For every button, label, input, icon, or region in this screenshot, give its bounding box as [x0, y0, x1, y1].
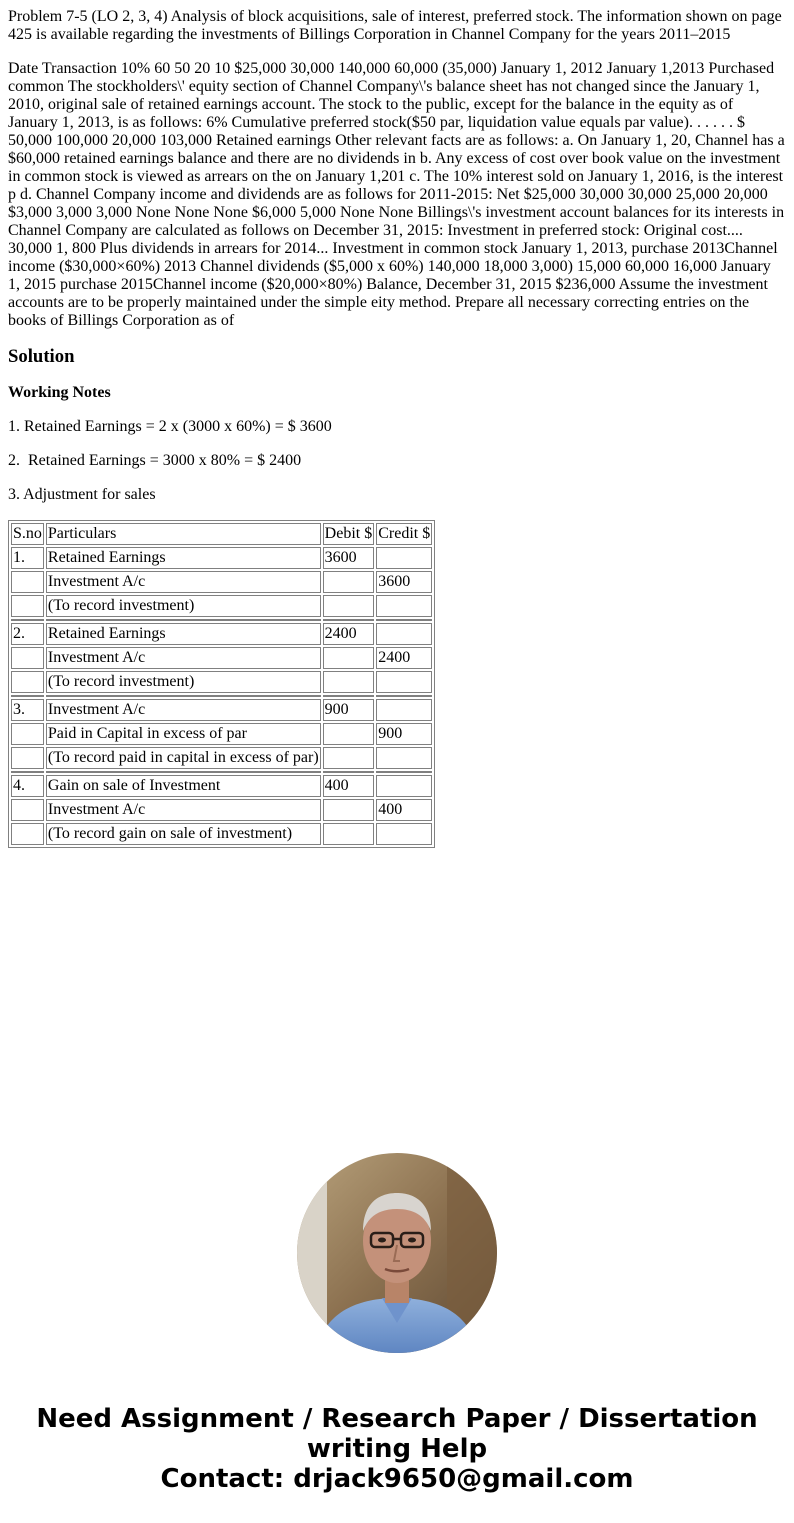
cell-credit	[376, 671, 432, 693]
working-note-1: 1. Retained Earnings = 2 x (3000 x 60%) = $ 3600	[8, 418, 332, 435]
cell-credit	[376, 747, 432, 769]
cell-particulars: Investment A/c	[46, 799, 321, 821]
cell-credit: 400	[376, 799, 432, 821]
cell-sno	[11, 595, 44, 617]
header-credit: Credit $	[376, 523, 432, 545]
table-row	[11, 571, 432, 593]
table-row	[11, 595, 432, 617]
table-header-row	[11, 523, 432, 545]
cell-sno	[11, 671, 44, 693]
table-row	[11, 747, 432, 769]
solution-heading: Solution	[8, 346, 75, 367]
table-row	[11, 823, 432, 845]
problem-body: Date Transaction 10% 60 50 20 10 $25,000 30,000 140,000 60,000 (35,000) January 1, 2012 January 1,2013 Purchased common The stockholders\' equity section of Channel Company\'s balance sheet has not changed since the January 1, 2010, original sale of retained earnings account. The stock to the public, except for the balance in the equity as of January 1, 2013, is as follows: 6% Cumulative preferred stock($50 par, liquidation value equals par value). . . . . . $ 50,000 100,000 20,000 103,000 Retained earnings Other relevant facts are as follows: a. On January 1, 20, Channel has a $60,000 retained earnings balance and there are no dividends in b. Any excess of cost over book value on the investment in common stock is viewed as arrears on the on January 1,201 c. The 10% interest sold on January 1, 2016, is the interest p d. Channel Company income and dividends are as follows for 2011-2015: Net $25,000 30,000 30,000 25,000 20,000 $3,000 3,000 3,000 None None None $6,000 5,000 None None Billings\'s investment account balances for its interests in Channel Company are calculated as follows on December 31, 2015: Investment in preferred stock: Original cost.... 30,000 1, 800 Plus dividends in arrears for 2014... Investment in common stock January 1, 2013, purchase 2013Channel income ($30,000×60%) 2013 Channel dividends ($5,000 x 60%) 140,000 18,000 3,000) 15,000 60,000 16,000 January 1, 2015 purchase 2015Channel income ($20,000×80%) Balance, December 31, 2015 $236,000 Assume the investment accounts are to be properly maintained under the simple eity method. Prepare all necessary correcting entries on the books of Billings Corporation as of	[8, 60, 785, 329]
cell-sno: 1.	[11, 547, 44, 569]
journal-entries-table	[8, 520, 435, 848]
cell-debit	[323, 571, 375, 593]
group-separator	[11, 771, 432, 773]
cell-particulars: (To record gain on sale of investment)	[46, 823, 321, 845]
cell-sno	[11, 747, 44, 769]
cell-debit	[323, 671, 375, 693]
cell-sno	[11, 723, 44, 745]
group-separator	[11, 695, 432, 697]
table-row	[11, 671, 432, 693]
cell-debit	[323, 595, 375, 617]
cell-debit: 2400	[323, 623, 375, 645]
cell-particulars: Retained Earnings	[46, 623, 321, 645]
cell-particulars: Gain on sale of Investment	[46, 775, 321, 797]
cell-debit	[323, 723, 375, 745]
banner-contact-email: Contact: drjack9650@gmail.com	[160, 1464, 634, 1494]
cell-sno	[11, 823, 44, 845]
table-row	[11, 623, 432, 645]
cell-particulars: Paid in Capital in excess of par	[46, 723, 321, 745]
header-sno: S.no	[11, 523, 44, 545]
cell-particulars: Investment A/c	[46, 699, 321, 721]
cell-debit: 3600	[323, 547, 375, 569]
cell-sno: 2.	[11, 623, 44, 645]
cell-particulars: Investment A/c	[46, 571, 321, 593]
table-row	[11, 647, 432, 669]
cell-credit	[376, 775, 432, 797]
cell-debit	[323, 799, 375, 821]
cell-credit: 3600	[376, 571, 432, 593]
cell-credit: 900	[376, 723, 432, 745]
cell-credit	[376, 699, 432, 721]
cell-debit: 400	[323, 775, 375, 797]
cell-credit	[376, 547, 432, 569]
header-debit: Debit $	[323, 523, 375, 545]
group-separator	[11, 619, 432, 621]
cell-sno: 4.	[11, 775, 44, 797]
cell-debit	[323, 747, 375, 769]
cell-debit: 900	[323, 699, 375, 721]
author-portrait-image	[297, 1153, 497, 1353]
cell-credit	[376, 623, 432, 645]
header-particulars: Particulars	[46, 523, 321, 545]
cell-sno	[11, 799, 44, 821]
banner-line-1: Need Assignment / Research Paper / Dissertation	[36, 1404, 758, 1434]
table-row	[11, 775, 432, 797]
cell-sno: 3.	[11, 699, 44, 721]
cell-sno	[11, 647, 44, 669]
cell-debit	[323, 647, 375, 669]
cell-sno	[11, 571, 44, 593]
document-content	[8, 8, 786, 848]
contact-banner	[0, 1404, 794, 1494]
table-row	[11, 547, 432, 569]
table-row	[11, 723, 432, 745]
banner-line-2: writing Help	[306, 1434, 488, 1464]
table-row	[11, 699, 432, 721]
author-avatar	[297, 1153, 497, 1353]
working-note-3: 3. Adjustment for sales	[8, 486, 156, 503]
cell-particulars: (To record paid in capital in excess of par)	[46, 747, 321, 769]
problem-title: Problem 7-5 (LO 2, 3, 4) Analysis of block acquisitions, sale of interest, preferred stock. The information shown on page 425 is available regarding the investments of Billings Corporation in Channel Company for the years 2011–2015	[8, 8, 782, 43]
cell-particulars: (To record investment)	[46, 595, 321, 617]
working-note-2: 2. Retained Earnings = 3000 x 80% = $ 2400	[8, 452, 302, 469]
cell-credit	[376, 823, 432, 845]
cell-debit	[323, 823, 375, 845]
table-row	[11, 799, 432, 821]
cell-particulars: (To record investment)	[46, 671, 321, 693]
working-notes-heading: Working Notes	[8, 384, 111, 401]
cell-particulars: Investment A/c	[46, 647, 321, 669]
cell-credit	[376, 595, 432, 617]
cell-credit: 2400	[376, 647, 432, 669]
cell-particulars: Retained Earnings	[46, 547, 321, 569]
